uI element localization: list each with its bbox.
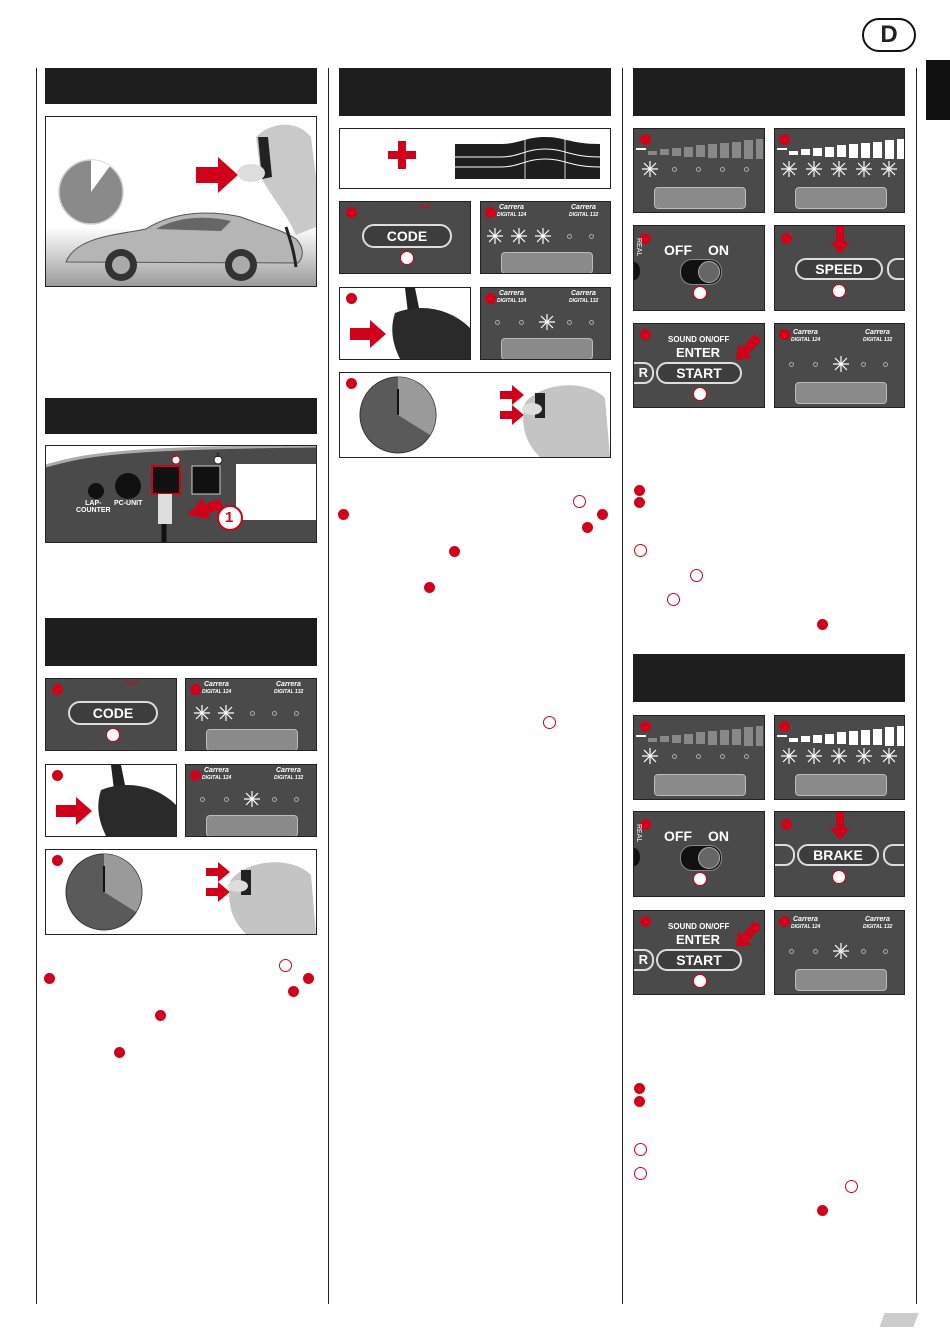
red-arrow-icon <box>830 226 850 256</box>
red-dot-icon <box>597 509 608 520</box>
code-pill-label: CODE <box>386 228 428 244</box>
toggle-switch <box>680 845 722 871</box>
led <box>224 797 229 802</box>
red-dot-icon <box>303 973 314 984</box>
pc-unit-label: PC-UNIT <box>114 500 143 507</box>
digital-124-label: DIGITAL 124 <box>202 775 232 781</box>
led-star-icon <box>831 748 847 764</box>
button-strip <box>501 338 593 360</box>
digital-124-label: DIGITAL 124 <box>497 212 527 218</box>
callout-number: 1 <box>225 509 234 526</box>
col1-code-panel <box>45 678 177 751</box>
col1-header-3 <box>45 618 317 666</box>
lap-counter-label: LAP- COUNTER <box>76 500 111 514</box>
brand-label-2: Carrera <box>571 204 596 211</box>
col3-speed-bars-low <box>633 128 765 213</box>
red-dot-icon <box>338 509 349 520</box>
red-ring-icon <box>693 974 707 988</box>
brand-label: Carrera <box>499 290 524 297</box>
start-pill-label: START <box>676 365 722 381</box>
red-ring-icon <box>543 716 556 729</box>
red-dot-icon <box>155 1010 166 1021</box>
code-pill <box>68 701 158 725</box>
column-rule-4 <box>916 68 917 1304</box>
speed-pill <box>795 258 883 280</box>
track-icon <box>455 137 600 179</box>
col1-controller-press <box>45 764 177 837</box>
led <box>720 167 725 172</box>
red-dot-icon <box>779 329 790 340</box>
led-star-icon <box>194 705 210 721</box>
led <box>744 167 749 172</box>
car-illustration <box>45 116 317 287</box>
start-left-label: R <box>638 952 648 967</box>
red-dot-icon <box>634 485 645 496</box>
led <box>589 234 594 239</box>
brake-pill <box>797 844 879 866</box>
red-dot-icon <box>781 819 792 830</box>
col1-led-panel-2 <box>185 764 317 837</box>
button-strip <box>795 774 887 796</box>
led <box>567 234 572 239</box>
col3-start-panel-2 <box>633 910 765 995</box>
led <box>272 711 277 716</box>
led <box>250 711 255 716</box>
clock-icon <box>66 854 142 930</box>
col2-code-panel <box>339 201 471 274</box>
page-tag-letter: D <box>880 21 898 48</box>
red-ring-icon <box>279 959 292 972</box>
col2-clock-panel <box>339 372 611 458</box>
car-scene <box>46 117 316 286</box>
led-star-icon <box>831 161 847 177</box>
red-dot-icon <box>634 1096 645 1107</box>
on-label: ON <box>708 828 729 844</box>
led-star-icon <box>244 791 260 807</box>
red-arrow-icon <box>732 921 762 951</box>
enter-label: ENTER <box>676 932 721 947</box>
red-dot-icon <box>346 207 357 218</box>
red-dot-icon <box>634 497 645 508</box>
led <box>272 797 277 802</box>
led-star-icon <box>856 161 872 177</box>
brand-label: Carrera <box>793 916 818 923</box>
col3-speed-bars-low-2 <box>633 715 765 800</box>
led <box>200 797 205 802</box>
led-star-icon <box>642 161 658 177</box>
led <box>294 797 299 802</box>
led <box>813 362 818 367</box>
digital-132-label: DIGITAL 132 <box>274 775 304 781</box>
led <box>294 711 299 716</box>
brand-label-2: Carrera <box>865 329 890 336</box>
led-star-icon <box>781 748 797 764</box>
led-star-icon <box>535 228 551 244</box>
digital-124-label: DIGITAL 124 <box>497 298 527 304</box>
led-star-icon <box>833 356 849 372</box>
red-dot-icon <box>449 546 460 557</box>
toggle-switch <box>680 259 722 285</box>
digital-132-label: DIGITAL 132 <box>274 689 304 695</box>
brand-label: Carrera <box>204 767 229 774</box>
start-pill <box>656 949 742 971</box>
red-ring-icon <box>693 387 707 401</box>
led <box>567 320 572 325</box>
led <box>861 949 866 954</box>
red-ring-icon <box>845 1180 858 1193</box>
red-arrow-icon <box>732 334 762 364</box>
red-dot-icon <box>781 233 792 244</box>
column-rule-2 <box>328 68 329 1304</box>
red-dot-icon <box>190 684 201 695</box>
button-strip <box>654 187 746 209</box>
off-label: OFF <box>664 828 692 844</box>
digital-132-label: DIGITAL 132 <box>863 337 893 343</box>
red-ring-icon <box>420 201 431 208</box>
on-label: ON <box>708 242 729 258</box>
led <box>813 949 818 954</box>
red-ring-icon <box>690 569 703 582</box>
col1-header-1 <box>45 68 317 104</box>
led <box>789 362 794 367</box>
socket-2-number: 2 <box>216 453 220 459</box>
col2-led-panel-1 <box>480 201 611 274</box>
enter-label: ENTER <box>676 345 721 360</box>
brand-label-2: Carrera <box>276 767 301 774</box>
red-ring-icon <box>634 1143 647 1156</box>
led-star-icon <box>642 748 658 764</box>
clock-scene <box>340 373 610 457</box>
button-strip <box>501 252 593 274</box>
col2-header <box>339 68 611 116</box>
led-star-icon <box>487 228 503 244</box>
red-arrow-icon <box>830 812 850 842</box>
col1-header-2 <box>45 398 317 434</box>
red-dot-icon <box>44 973 55 984</box>
off-label: OFF <box>664 242 692 258</box>
red-dot-icon <box>114 1047 125 1058</box>
led-star-icon <box>511 228 527 244</box>
button-strip <box>795 187 887 209</box>
red-dot-icon <box>288 986 299 997</box>
red-dot-icon <box>640 916 651 927</box>
red-dot-icon <box>779 916 790 927</box>
button-strip <box>206 815 298 837</box>
red-ring-icon <box>693 872 707 886</box>
led <box>519 320 524 325</box>
page-corner-mark <box>879 1313 918 1327</box>
led <box>883 362 888 367</box>
col3-off-on-switch-1 <box>633 225 765 311</box>
control-unit-sockets <box>45 445 317 543</box>
button-strip <box>795 382 887 404</box>
red-dot-icon <box>634 1083 645 1094</box>
red-dot-icon <box>817 1205 828 1216</box>
col3-speed-bars-high <box>774 128 905 213</box>
plus-icon <box>388 141 416 169</box>
led <box>789 949 794 954</box>
button-strip <box>206 729 298 751</box>
led <box>495 320 500 325</box>
digital-132-label: DIGITAL 132 <box>569 298 599 304</box>
brand-label: Carrera <box>204 681 229 688</box>
red-dot-icon <box>52 855 63 866</box>
red-ring-icon <box>832 284 846 298</box>
red-dot-icon <box>52 684 63 695</box>
col2-track-plus <box>339 128 611 189</box>
led-star-icon <box>881 161 897 177</box>
code-pill-label: CODE <box>92 705 134 721</box>
led <box>744 754 749 759</box>
led <box>589 320 594 325</box>
start-left-stub <box>633 362 654 384</box>
start-left-label: R <box>638 365 648 380</box>
brand-label-2: Carrera <box>276 681 301 688</box>
red-ring-icon <box>832 870 846 884</box>
led-star-icon <box>806 161 822 177</box>
red-ring-icon <box>634 1167 647 1180</box>
red-dot-icon <box>346 293 357 304</box>
controller-press-scene <box>46 765 176 836</box>
button-strip <box>654 774 746 796</box>
col3-header-2 <box>633 654 905 702</box>
led-star-icon <box>218 705 234 721</box>
page-tag <box>862 18 916 52</box>
column-rule-1 <box>36 68 37 1304</box>
brand-label-2: Carrera <box>865 916 890 923</box>
sound-label: SOUND ON/OFF <box>668 922 730 931</box>
brand-label-2: Carrera <box>571 290 596 297</box>
speed-pill-label: SPEED <box>815 261 863 277</box>
red-dot-icon <box>424 582 435 593</box>
start-pill <box>656 362 742 384</box>
red-arrow-icon <box>196 157 238 193</box>
start-pill-label: START <box>676 952 722 968</box>
col3-speed-button-panel <box>774 225 905 311</box>
edge-tab <box>926 60 950 120</box>
red-ring-icon <box>634 544 647 557</box>
red-dot-icon <box>582 522 593 533</box>
red-dot-icon <box>485 207 496 218</box>
col3-brake-button-panel <box>774 811 905 897</box>
col3-start-panel-1 <box>633 323 765 408</box>
side-real-label: REAL <box>635 824 642 843</box>
code-pill <box>362 224 452 248</box>
led <box>672 167 677 172</box>
sound-label: SOUND ON/OFF <box>668 335 730 344</box>
red-dot-icon <box>346 378 357 389</box>
button-strip <box>795 969 887 991</box>
led-star-icon <box>781 161 797 177</box>
led <box>883 949 888 954</box>
led <box>861 362 866 367</box>
col1-led-panel-1 <box>185 678 317 751</box>
socket-1-number: 1 <box>173 453 177 459</box>
led-star-icon <box>833 943 849 959</box>
led-star-icon <box>806 748 822 764</box>
col1-clock-panel <box>45 849 317 935</box>
digital-124-label: DIGITAL 124 <box>791 337 821 343</box>
led <box>720 754 725 759</box>
red-dot-icon <box>817 619 828 630</box>
brand-label: Carrera <box>499 204 524 211</box>
start-left-stub <box>633 949 654 971</box>
brake-pill-label: BRAKE <box>813 847 863 863</box>
controller-press-scene <box>340 288 470 359</box>
track-scene <box>340 129 610 188</box>
pie-icon <box>59 160 123 224</box>
red-dot-icon <box>485 293 496 304</box>
red-dot-icon <box>190 770 201 781</box>
red-ring-icon <box>667 593 680 606</box>
socket-scene <box>46 446 316 542</box>
red-ring-icon <box>106 728 120 742</box>
red-dot-icon <box>52 770 63 781</box>
digital-132-label: DIGITAL 132 <box>569 212 599 218</box>
led-star-icon <box>881 748 897 764</box>
col3-header-1 <box>633 68 905 116</box>
column-rule-3 <box>622 68 623 1304</box>
clock-icon <box>360 377 436 453</box>
digital-124-label: DIGITAL 124 <box>791 924 821 930</box>
led-star-icon <box>539 314 555 330</box>
col3-off-on-switch-2 <box>633 811 765 897</box>
digital-124-label: DIGITAL 124 <box>202 689 232 695</box>
red-ring-icon <box>573 495 586 508</box>
brand-label: Carrera <box>793 329 818 336</box>
col3-led-panel-1 <box>774 323 905 408</box>
led <box>696 167 701 172</box>
red-ring-icon <box>400 251 414 265</box>
led-star-icon <box>856 748 872 764</box>
col3-led-panel-2 <box>774 910 905 995</box>
col3-speed-bars-high-2 <box>774 715 905 800</box>
side-real-label: REAL <box>635 238 642 257</box>
led <box>696 754 701 759</box>
led <box>672 754 677 759</box>
col2-led-panel-2 <box>480 287 611 360</box>
clock-scene <box>46 850 316 934</box>
col2-controller-press <box>339 287 471 360</box>
red-dot-icon <box>640 329 651 340</box>
red-ring-icon <box>693 286 707 300</box>
red-ring-icon <box>126 678 137 685</box>
digital-132-label: DIGITAL 132 <box>863 924 893 930</box>
